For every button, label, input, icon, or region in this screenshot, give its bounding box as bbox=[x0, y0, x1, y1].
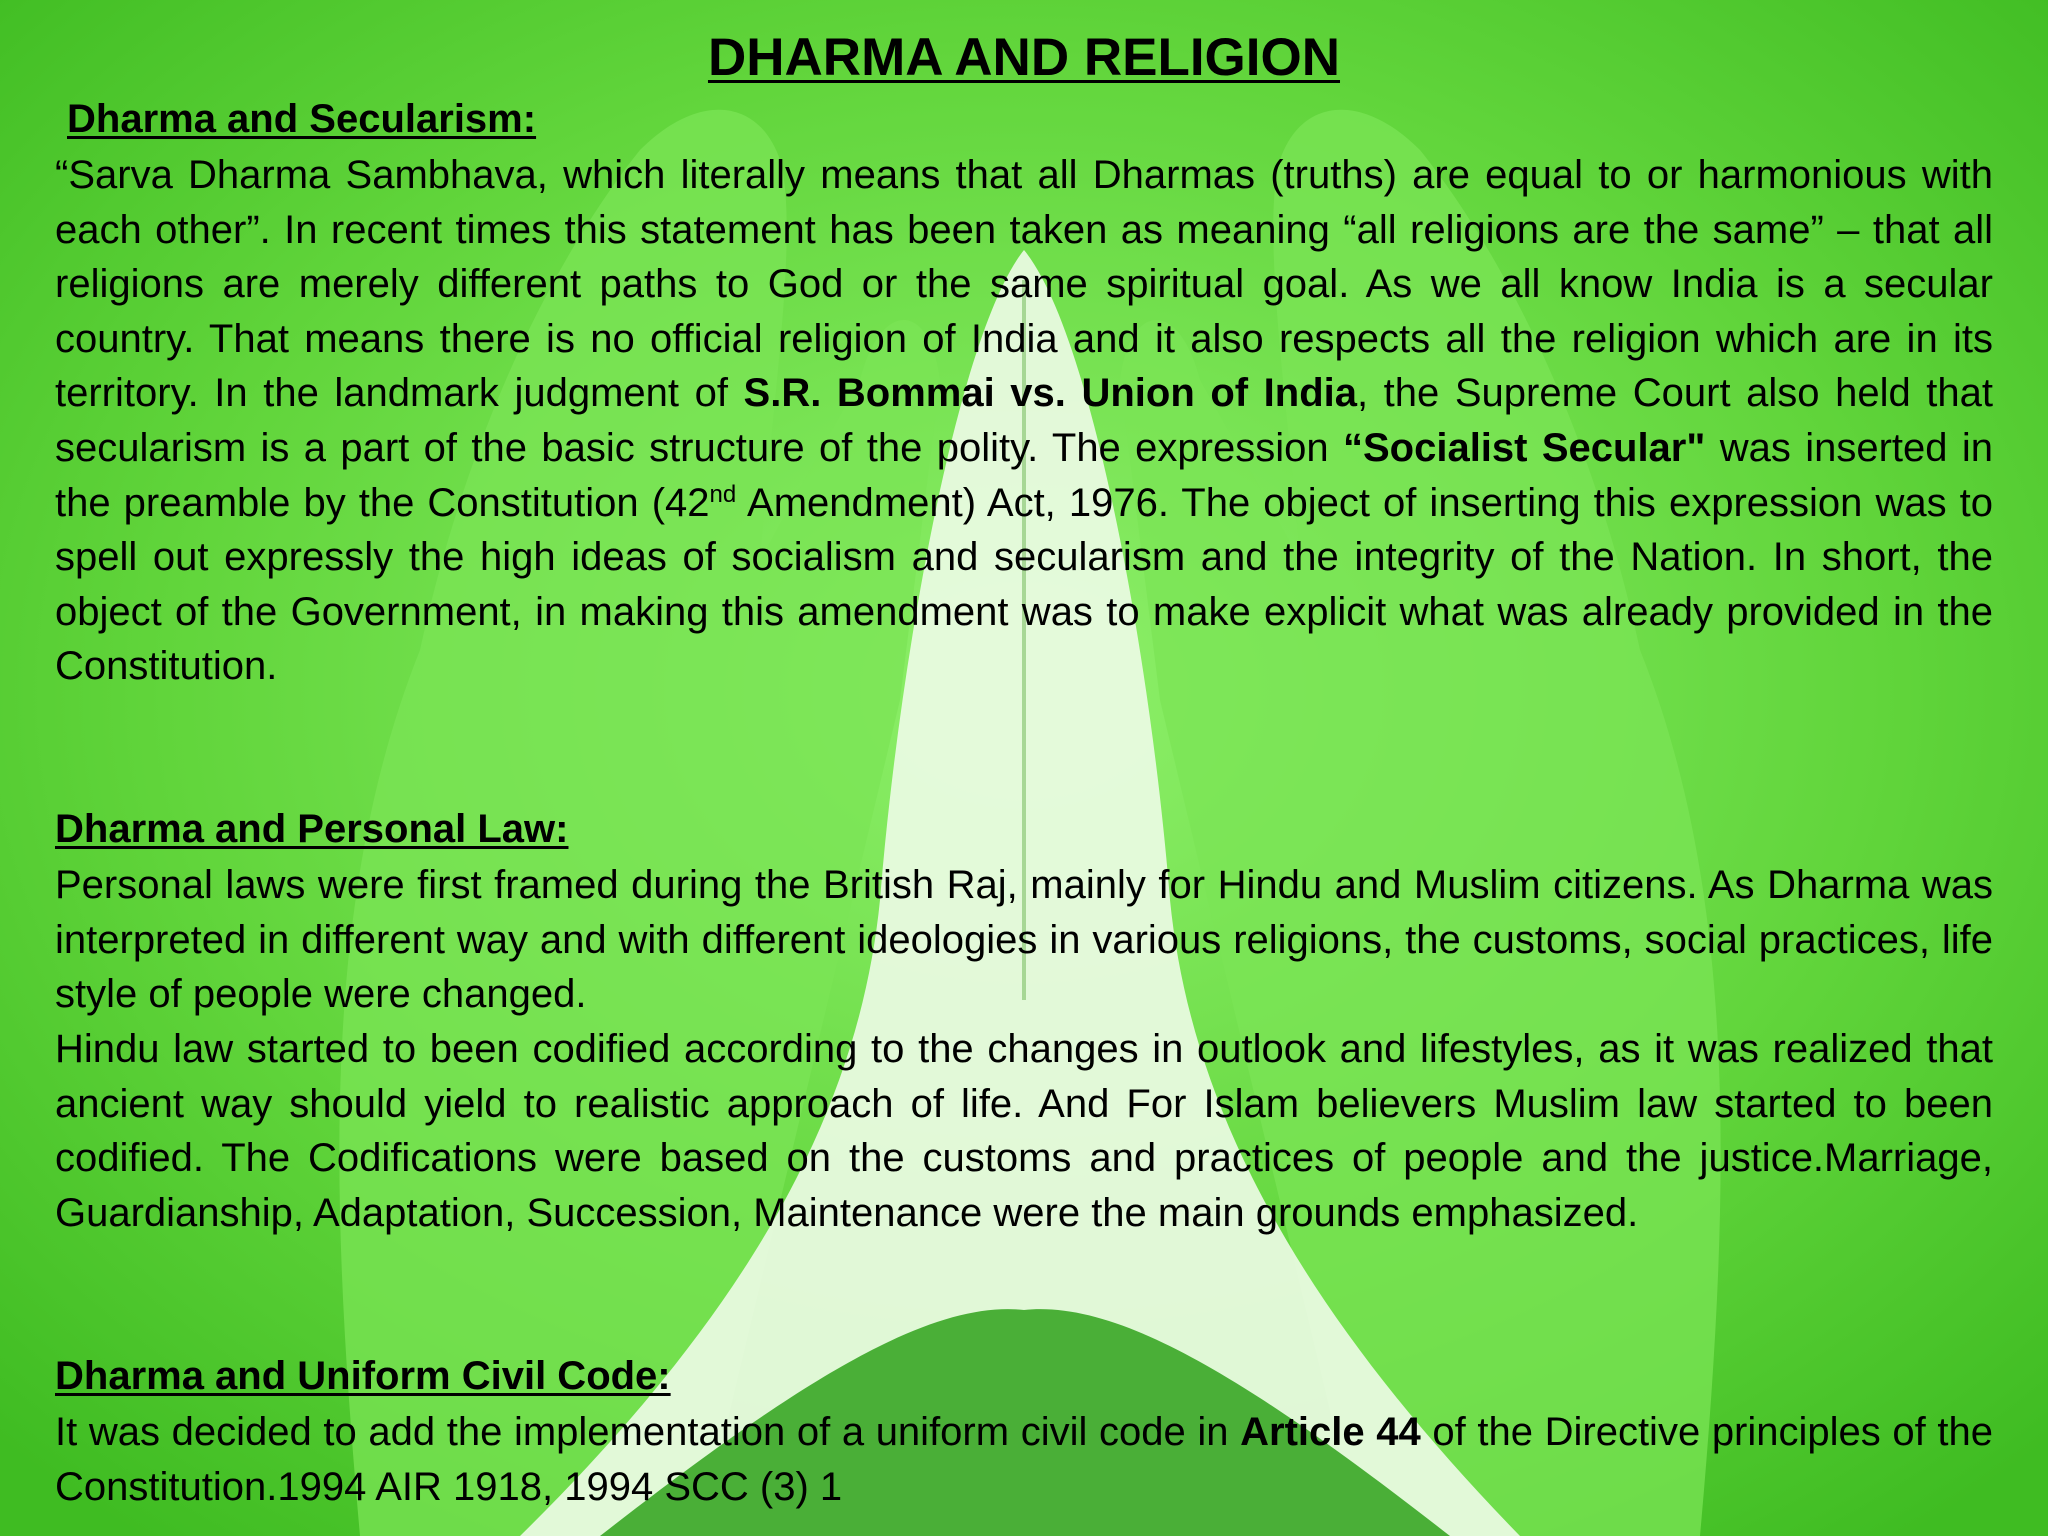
section-heading-uniform-civil-code: Dharma and Uniform Civil Code: bbox=[55, 1354, 671, 1398]
ordinal-superscript: nd bbox=[709, 480, 737, 508]
section-paragraph-secularism bbox=[55, 148, 1993, 694]
text-run: Personal laws were first framed during the British Raj, mainly for Hindu and Muslim citizens. As Dharma was interpreted in different way and with different ideologies in various religions, the customs, social practices, life style of people were changed. bbox=[55, 863, 1993, 1017]
section-paragraph-personal-law-2 bbox=[55, 1022, 1993, 1240]
text-run: , the Supreme Court also held that secularism is a part of the basic structure of the polity. The expression bbox=[55, 371, 1993, 470]
text-run: It was decided to add the implementation of a uniform civil code in bbox=[55, 1410, 1241, 1454]
slide-title: DHARMA AND RELIGION bbox=[707, 28, 1341, 87]
text-run: of the Directive principles of the Constitution.1994 AIR 1918, 1994 SCC (3) 1 bbox=[55, 1410, 1993, 1509]
section-heading-secularism: Dharma and Secularism: bbox=[67, 97, 537, 141]
section-heading-personal-law: Dharma and Personal Law: bbox=[55, 807, 569, 851]
expression-bold: “Socialist Secular" bbox=[1342, 425, 1706, 470]
text-run: “Sarva Dharma Sambhava, which literally means that all Dharmas (truths) are equal to or harmonious with each other”. In recent times this statement has been taken as meaning “all religions are the same” – that all religions are merely different paths to God or the same spiritual goal. As we all know India is a secular country. That means there is no official religion of India and it also respects all the religion which are in its territory. In the landmark judgment of bbox=[55, 153, 1993, 416]
article-bold: Article 44 bbox=[1240, 1410, 1421, 1454]
case-name-bold: S.R. Bommai vs. Union of India bbox=[743, 371, 1357, 416]
text-run: Hindu law started to been codified according to the changes in outlook and lifestyles, as it was realized that ancient way should yield to realistic approach of life. And For Islam believers Muslim law started to been codified. The Codifications were based on the customs and practices of people and the justice.Marriage, Guardianship, Adaptation, Succession, Maintenance were the main grounds emphasized. bbox=[55, 1027, 1993, 1235]
section-paragraph-uniform-civil-code bbox=[55, 1405, 1993, 1514]
text-run: Amendment) Act, 1976. The object of inserting this expression was to spell out expressly the high ideas of socialism and secularism and the integrity of the Nation. In short, the object of the Government, in making this amendment was to make explicit what was already provided in the Constitution. bbox=[55, 480, 1993, 689]
text-run: was inserted in the preamble by the Constitution (42 bbox=[55, 425, 1993, 525]
section-paragraph-personal-law-1 bbox=[55, 858, 1993, 1022]
